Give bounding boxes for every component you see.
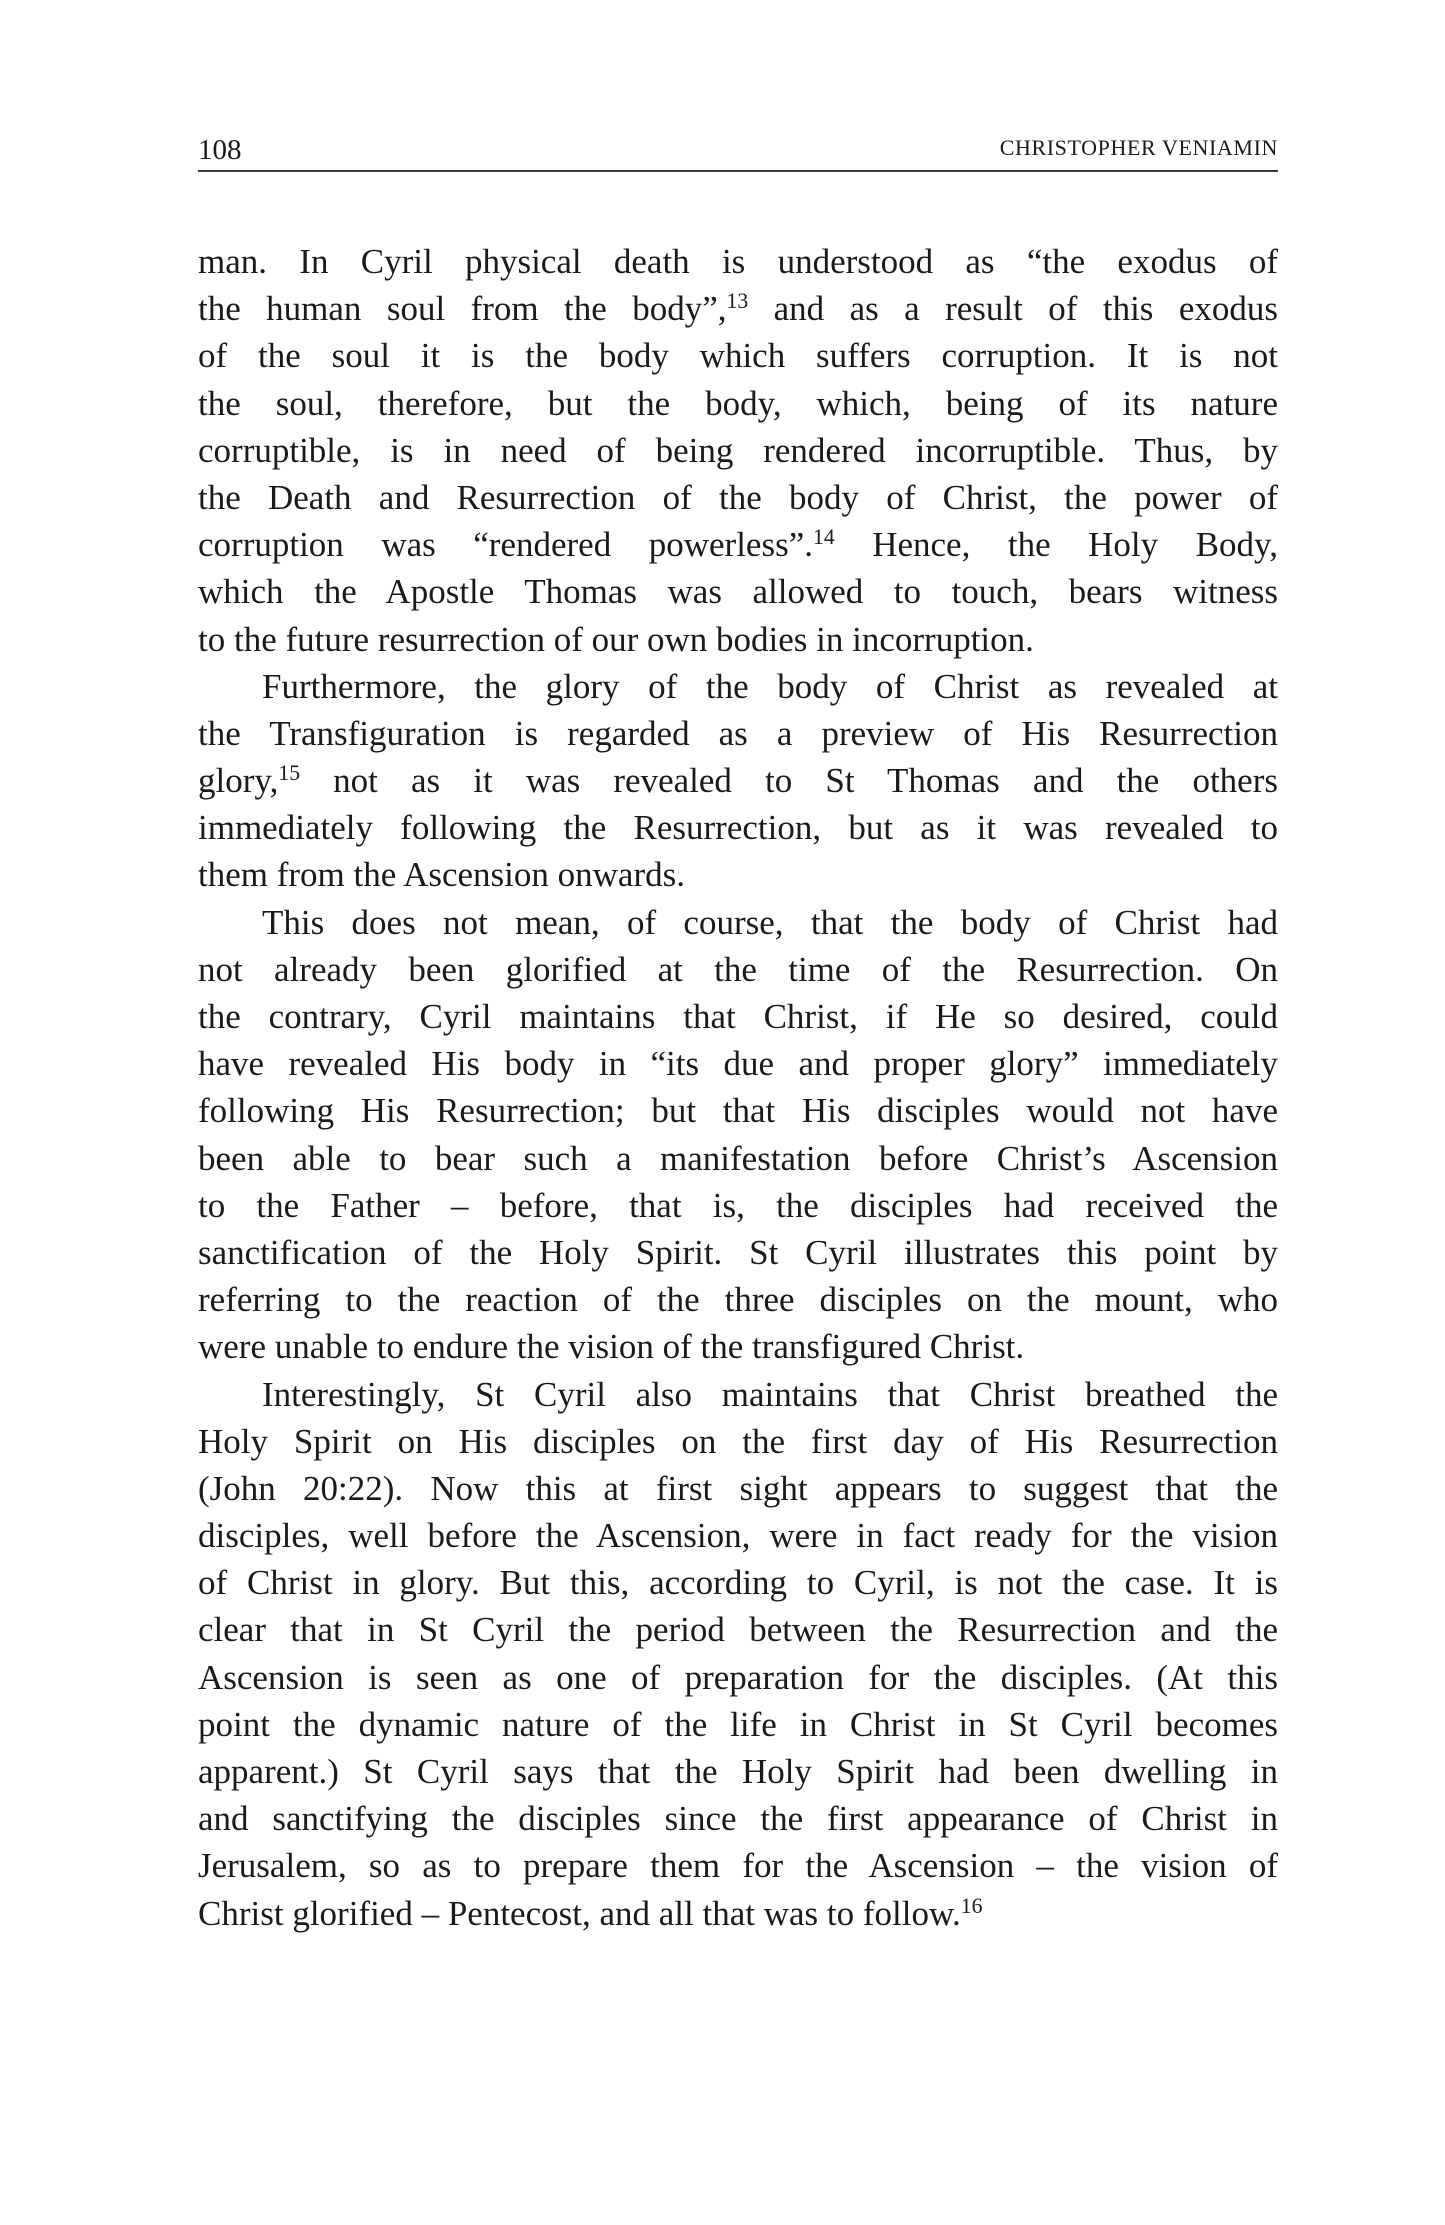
header-rule [198, 170, 1278, 172]
text-line [198, 1040, 1278, 1087]
text-line [198, 1701, 1278, 1748]
line-text-continued: not as it was revealed to St Thomas and the others [300, 761, 1278, 801]
footnote-reference[interactable]: 14 [813, 525, 835, 550]
line-text: Christ glorified – Pentecost, and all that was to follow. [198, 1893, 961, 1933]
body-text [198, 238, 1278, 1937]
text-line [198, 757, 1278, 804]
line-text: the soul, therefore, but the body, which, being of its nature [198, 383, 1278, 423]
line-text: and sanctifying the disciples since the first appearance of Christ in [198, 1799, 1278, 1839]
paragraph [198, 238, 1278, 663]
footnote-reference[interactable]: 13 [726, 289, 749, 314]
paragraph [198, 663, 1278, 899]
text-line [198, 285, 1278, 332]
line-text: Holy Spirit on His disciples on the first day of His Resurrection [198, 1421, 1278, 1461]
line-text: referring to the reaction of the three disciples on the mount, who [198, 1280, 1278, 1320]
text-line [198, 946, 1278, 993]
line-text: the Transfiguration is regarded as a preview of His Resurrection [198, 713, 1278, 753]
text-line [198, 238, 1278, 285]
line-text: immediately following the Resurrection, but as it was revealed to [198, 808, 1278, 848]
text-line [198, 1087, 1278, 1134]
text-line [198, 1182, 1278, 1229]
line-text: the human soul from the body”, [198, 289, 727, 329]
line-text: (John 20:22). Now this at first sight appears to suggest that the [198, 1468, 1278, 1508]
line-text: sanctification of the Holy Spirit. St Cyril illustrates this point by [198, 1232, 1278, 1272]
line-text: glory, [198, 761, 279, 801]
line-text: to the Father – before, that is, the disciples had received the [198, 1185, 1278, 1225]
paragraph [198, 899, 1278, 1371]
text-line [198, 380, 1278, 427]
text-line [198, 427, 1278, 474]
text-line [198, 332, 1278, 379]
text-line [198, 1795, 1278, 1842]
line-text: been able to bear such a manifestation before Christ’s Ascension [198, 1138, 1278, 1178]
line-text: This does not mean, of course, that the body of Christ had [262, 902, 1278, 942]
text-line [198, 1512, 1278, 1559]
text-line [198, 1606, 1278, 1653]
running-head [198, 128, 1278, 168]
line-text: Furthermore, the glory of the body of Christ as revealed at [262, 666, 1278, 706]
line-text: the contrary, Cyril maintains that Christ, if He so desired, could [198, 997, 1278, 1036]
text-line [198, 1229, 1278, 1276]
line-text: which the Apostle Thomas was allowed to touch, bears witness [198, 572, 1278, 612]
text-line [198, 1135, 1278, 1182]
line-text: apparent.) St Cyril says that the Holy Spirit had been dwelling in [198, 1752, 1278, 1791]
text-line [198, 1276, 1278, 1323]
line-text: not already been glorified at the time of the Resurrection. On [198, 949, 1278, 989]
text-line [198, 568, 1278, 615]
line-text: Interestingly, St Cyril also maintains that Christ breathed the [262, 1374, 1278, 1414]
text-line [198, 1842, 1278, 1889]
line-text: have revealed His body in “its due and proper glory” immediately [198, 1044, 1278, 1084]
text-line [198, 993, 1278, 1040]
text-line [198, 1654, 1278, 1701]
text-line [198, 1890, 1278, 1937]
line-text: of the soul it is the body which suffers corruption. It is not [198, 336, 1278, 376]
line-text: man. In Cyril physical death is understood as “the exodus of [198, 242, 1278, 281]
text-line [198, 1748, 1278, 1795]
line-text-continued: and as a result of this exodus [748, 289, 1278, 329]
line-text: corruptible, is in need of being rendered incorruptible. Thus, by [198, 430, 1278, 470]
text-line [198, 474, 1278, 521]
line-text: them from the Ascension onwards. [198, 855, 685, 895]
line-text: of Christ in glory. But this, according to Cyril, is not the case. It is [198, 1563, 1278, 1603]
text-line [198, 616, 1278, 663]
page-number: 108 [198, 134, 242, 166]
line-text: following His Resurrection; but that His disciples would not have [198, 1091, 1278, 1131]
line-text: were unable to endure the vision of the transfigured Christ. [198, 1327, 1025, 1367]
text-line [198, 521, 1278, 568]
paragraph [198, 1371, 1278, 1937]
text-line [198, 899, 1278, 946]
text-line [198, 710, 1278, 757]
footnote-reference[interactable]: 16 [960, 1893, 983, 1918]
line-text: point the dynamic nature of the life in Christ in St Cyril becomes [198, 1704, 1278, 1744]
footnote-reference[interactable]: 15 [278, 761, 301, 786]
line-text: corruption was “rendered powerless”. [198, 525, 813, 565]
line-text: Ascension is seen as one of preparation for the disciples. (At this [198, 1657, 1278, 1697]
line-text: the Death and Resurrection of the body of Christ, the power of [198, 477, 1278, 517]
text-line [198, 663, 1278, 710]
line-text: clear that in St Cyril the period between the Resurrection and the [198, 1610, 1278, 1650]
text-line [198, 1559, 1278, 1606]
text-line [198, 851, 1278, 898]
running-head-author: CHRISTOPHER VENIAMIN [999, 135, 1278, 160]
text-line [198, 1371, 1278, 1418]
text-line [198, 804, 1278, 851]
line-text: to the future resurrection of our own bodies in incorruption. [198, 619, 1034, 659]
text-line [198, 1465, 1278, 1512]
text-line [198, 1418, 1278, 1465]
line-text: Jerusalem, so as to prepare them for the Ascension – the vision of [198, 1846, 1278, 1886]
text-line [198, 1323, 1278, 1370]
line-text: disciples, well before the Ascension, were in fact ready for the vision [198, 1516, 1278, 1556]
line-text-continued: Hence, the Holy Body, [834, 525, 1278, 565]
